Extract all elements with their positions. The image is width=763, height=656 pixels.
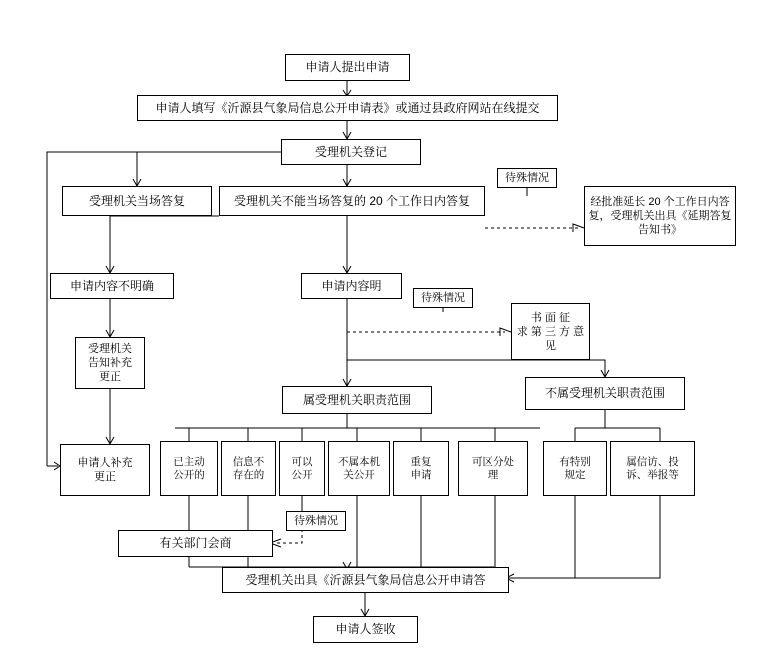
node-label: 申请内容不明确: [69, 278, 154, 293]
node-label: 书 面 征 求 第 三 方 意 见: [516, 311, 585, 352]
node-n4: [62, 186, 212, 216]
node-n6: [584, 186, 736, 246]
annotation-label: 待殊情况: [294, 515, 338, 527]
node-n1: [285, 54, 410, 81]
node-n2: [137, 95, 558, 121]
node-label: 已主动 公开的: [173, 455, 205, 481]
node-label: 属信访、投 诉、举报等: [626, 455, 679, 481]
node-n11: [60, 444, 150, 496]
annotation-special-case-2: [413, 288, 473, 308]
node-label: 不属本机 关公开: [338, 455, 380, 481]
node-n20: [543, 441, 607, 496]
node-n23: [222, 567, 509, 593]
node-label: 申请内容明: [321, 278, 382, 293]
node-n22: [118, 530, 273, 557]
node-label: 受理机关出具《沂源县气象局信息公开申请答: [245, 572, 486, 587]
node-label: 受理机关 告知补充 更正: [88, 343, 132, 383]
node-label: 有关部门会商: [159, 536, 232, 550]
node-label: 受理机关登记: [314, 144, 387, 159]
annotation-special-case-3: [286, 511, 346, 531]
node-n9: [511, 303, 590, 360]
node-n17: [328, 441, 390, 496]
node-label: 信息不 存在的: [232, 455, 265, 481]
node-n5: [219, 186, 485, 216]
node-n10: [75, 337, 145, 389]
node-n19: [458, 441, 528, 496]
node-n14: [160, 441, 218, 496]
node-label: 有特别 规定: [559, 455, 591, 481]
node-label: 可区分处 理: [472, 455, 514, 481]
annotation-special-case-1: [497, 168, 557, 188]
node-label: 申请人签收: [335, 622, 396, 636]
node-label: 申请人提出申请: [305, 60, 390, 74]
node-n21: [610, 441, 695, 496]
node-n18: [393, 441, 449, 496]
annotation-label: 待殊情况: [421, 292, 465, 304]
node-n15: [221, 441, 276, 496]
node-label: 申请人补充 更正: [77, 457, 133, 483]
node-n13: [525, 377, 685, 410]
annotation-label: 待殊情况: [505, 172, 549, 184]
node-n7: [50, 273, 174, 299]
node-label: 受理机关当场答复: [88, 193, 185, 208]
node-label: 属受理机关职责范围: [302, 392, 411, 407]
node-n8: [301, 273, 402, 299]
node-label: 重复 申请: [410, 455, 432, 481]
node-n24: [313, 616, 418, 643]
node-label: 受理机关不能当场答复的 20 个工作日内答复: [233, 193, 471, 208]
node-label: 经批准延长 20 个工作日内答复，受理机关出具《延期答复告知书》: [588, 196, 732, 236]
node-label: 可以 公开: [291, 455, 313, 481]
node-n3: [281, 139, 421, 165]
node-label: 申请人填写《沂源县气象局信息公开申请表》或通过县政府网站在线提交: [155, 100, 540, 115]
node-n16: [279, 441, 325, 496]
node-n12: [282, 386, 432, 414]
node-label: 不属受理机关职责范围: [544, 386, 665, 400]
